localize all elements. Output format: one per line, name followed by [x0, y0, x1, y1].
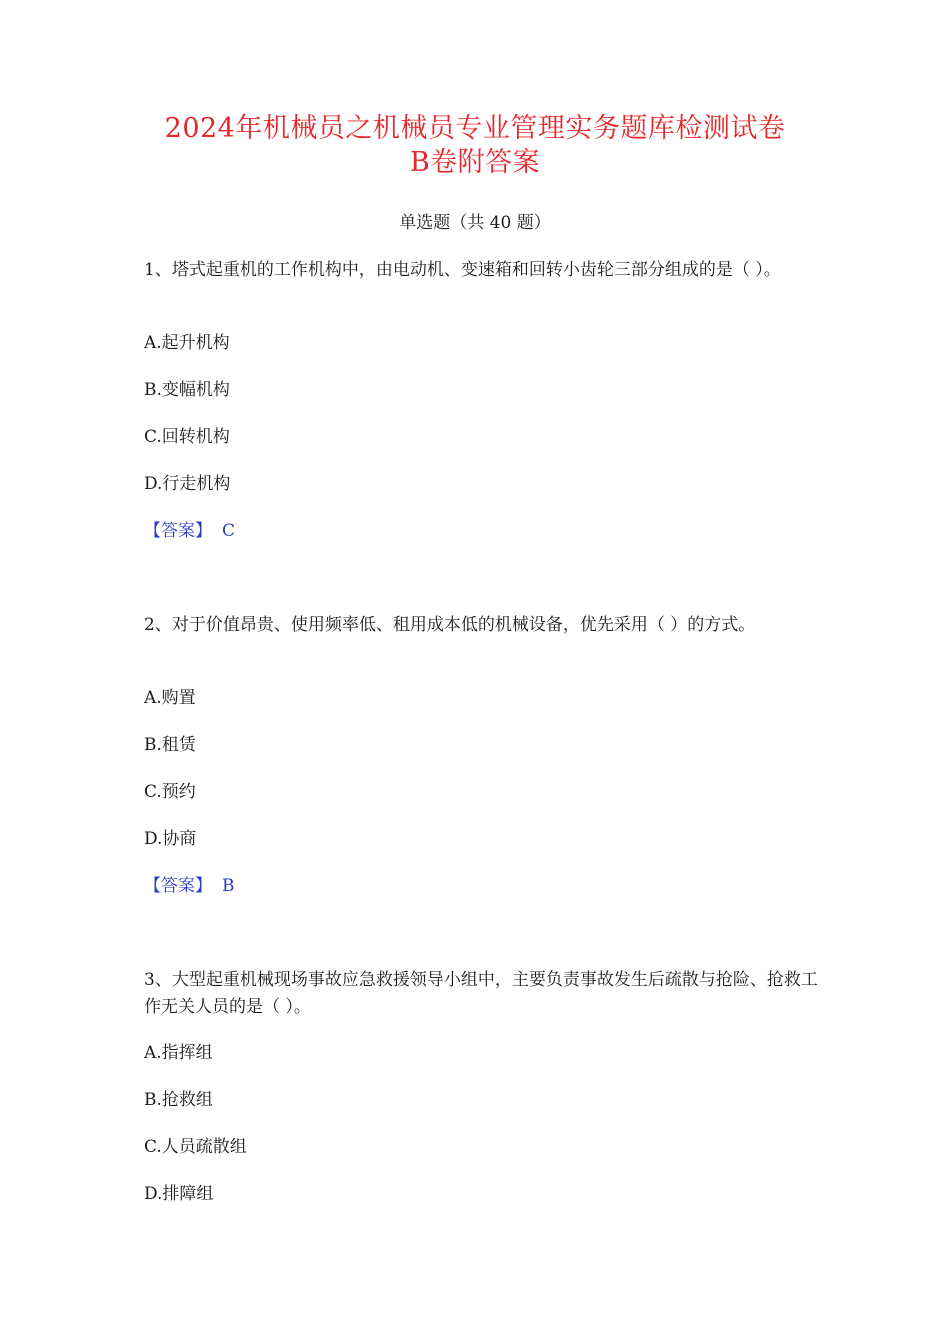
question-2-option-c: C.预约: [144, 782, 196, 802]
question-2-option-b: B.租赁: [144, 735, 196, 755]
question-1-option-c: C.回转机构: [144, 427, 230, 447]
question-1-option-b: B.变幅机构: [144, 380, 230, 400]
answer-label: 【答案】: [144, 876, 212, 896]
question-1-text: 1、塔式起重机的工作机构中，由电动机、变速箱和回转小齿轮三部分组成的是（ ）。: [144, 260, 781, 280]
question-3-option-c: C.人员疏散组: [144, 1137, 247, 1157]
question-1-option-d: D.行走机构: [144, 474, 231, 494]
answer-label: 【答案】: [144, 521, 212, 541]
question-3-option-a: A.指挥组: [144, 1043, 213, 1063]
document-title-line-1: 2024年机械员之机械员专业管理实务题库检测试卷: [164, 113, 786, 144]
question-2-option-a: A.购置: [144, 688, 196, 708]
question-1-answer: [144, 519, 235, 543]
answer-value: C: [222, 521, 236, 541]
section-heading: 单选题（共 40 题）: [399, 213, 551, 233]
question-1-option-a: A.起升机构: [144, 333, 230, 353]
question-3-option-b: B.抢救组: [144, 1090, 213, 1110]
question-3-option-d: D.排障组: [144, 1184, 214, 1204]
document-title-line-2: B卷附答案: [409, 147, 541, 178]
question-2-answer: [144, 874, 235, 898]
question-2-option-d: D.协商: [144, 829, 197, 849]
question-2-text: 2、对于价值昂贵、使用频率低、租用成本低的机械设备，优先采用（ ）的方式。: [144, 615, 756, 635]
answer-value: B: [222, 876, 235, 896]
question-3-text: 3、大型起重机械现场事故应急救援领导小组中，主要负责事故发生后疏散与抢险、抢救工作无关人员的是（ ）。: [144, 970, 818, 1017]
